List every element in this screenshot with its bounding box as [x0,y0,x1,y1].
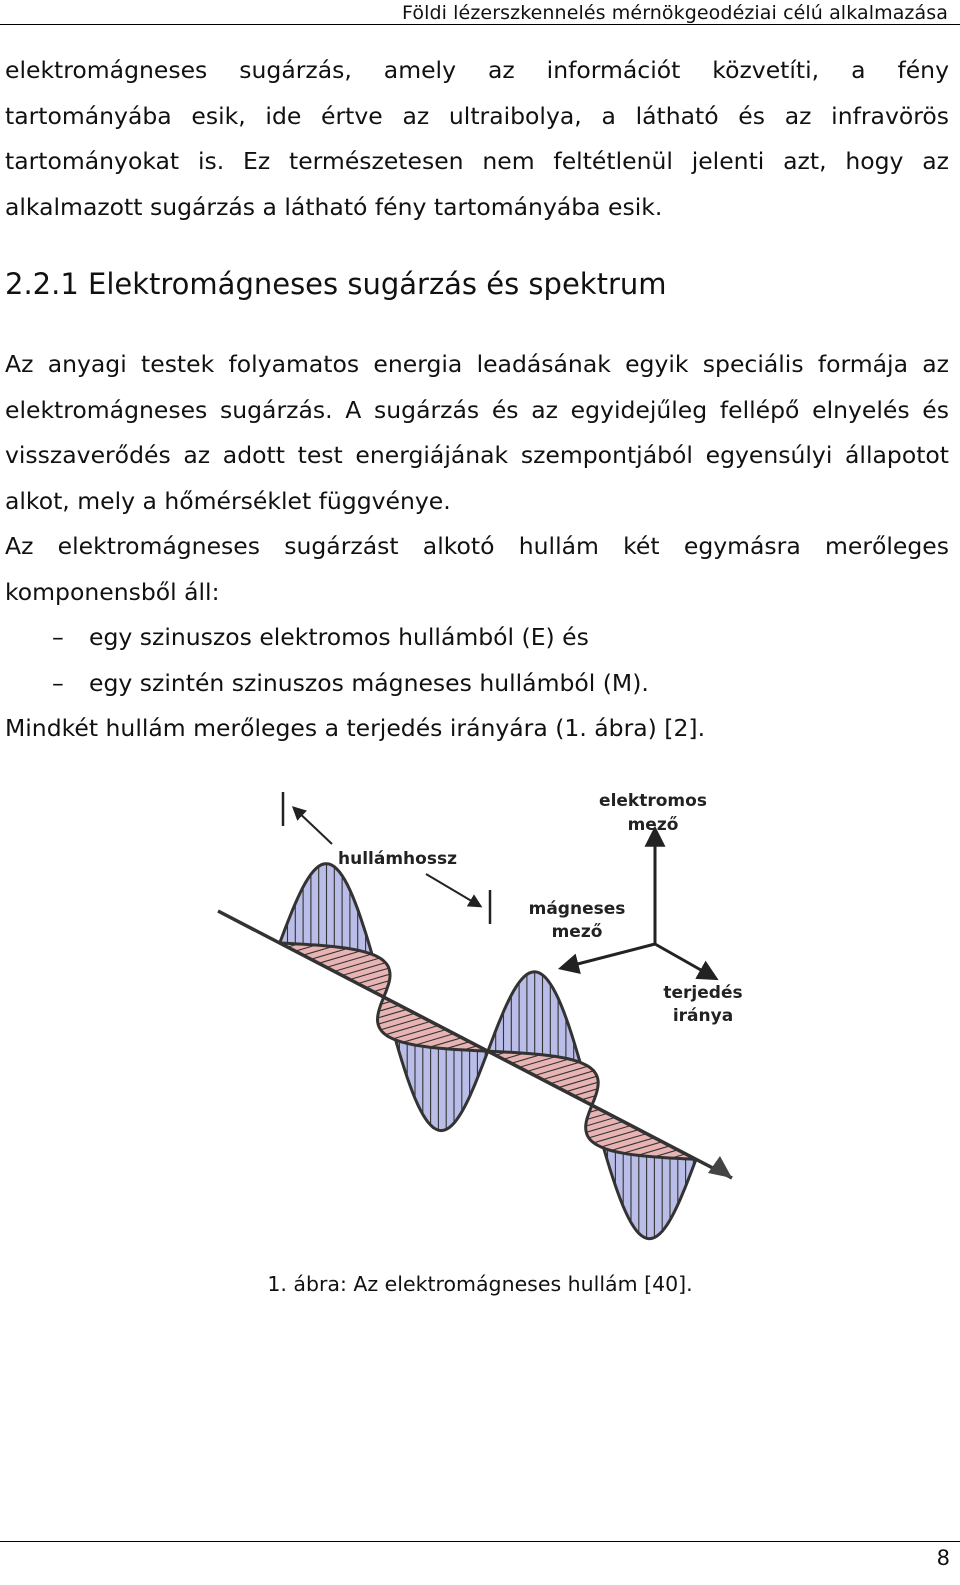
list-item [5,615,949,661]
direction-label-line1: terjedés [663,983,743,1003]
intro-paragraph-block [5,48,949,230]
section-body [5,342,949,752]
propagation-axis [218,911,732,1178]
electric-field-label-line2: mező [627,815,679,835]
paragraph-energy: Az anyagi testek folyamatos energia leadásának egyik speciális formája az elektromágneses sugárzás. A sugárzás és az egyidejűleg fellépő elnyelés és visszaverődés az adott test energiájának szempontjából egyensúlyi állapotot alkot, mely a hőmérséklet függvénye. [5,350,949,515]
em-wave-figure [210,778,755,1256]
list-bullet: – [52,668,64,697]
paragraph-components: Az elektromágneses sugárzást alkotó hullám két egymásra merőleges komponensből áll: [5,532,949,606]
intro-paragraph: elektromágneses sugárzás, amely az információt közvetíti, a fény tartományába esik, ide értve az ultraibolya, a látható és az infravörös tartományokat is. Ez természetesen nem feltétlenül jelenti azt, hogy az alkalmazott sugárzás a látható fény tartományába esik. [5,56,949,221]
electric-field-label-line1: elektromos [599,791,707,811]
section-heading: 2.2.1 Elektromágneses sugárzás és spektrum [5,267,667,301]
magnetic-field-axis [562,944,655,968]
magnetic-field-label-line2: mező [551,922,603,942]
footer-rule [0,1541,960,1542]
component-list [5,615,949,706]
list-item-text: egy szintén szinuszos mágneses hullámból (M). [89,668,649,697]
direction-label-line2: iránya [672,1006,734,1026]
wavelength-arrow-left [294,808,332,844]
list-item-text: egy szinuszos elektromos hullámból (E) és [89,623,589,651]
direction-axis [655,944,715,978]
paragraph-perpendicular: Mindkét hullám merőleges a terjedés irányára (1. ábra) [2]. [5,714,706,742]
list-bullet: – [52,623,64,651]
page-number: 8 [936,1546,950,1570]
wavelength-arrow-right [426,874,480,906]
wavelength-label: hullámhossz [338,849,457,869]
list-item [5,661,949,707]
em-wave-diagram [210,778,755,1256]
header-rule [0,24,960,25]
magnetic-field-label-line1: mágneses [528,899,626,919]
figure-caption: 1. ábra: Az elektromágneses hullám [40]. [267,1272,693,1296]
running-header: Földi lézerszkennelés mérnökgeodéziai célú alkalmazása [402,2,948,24]
